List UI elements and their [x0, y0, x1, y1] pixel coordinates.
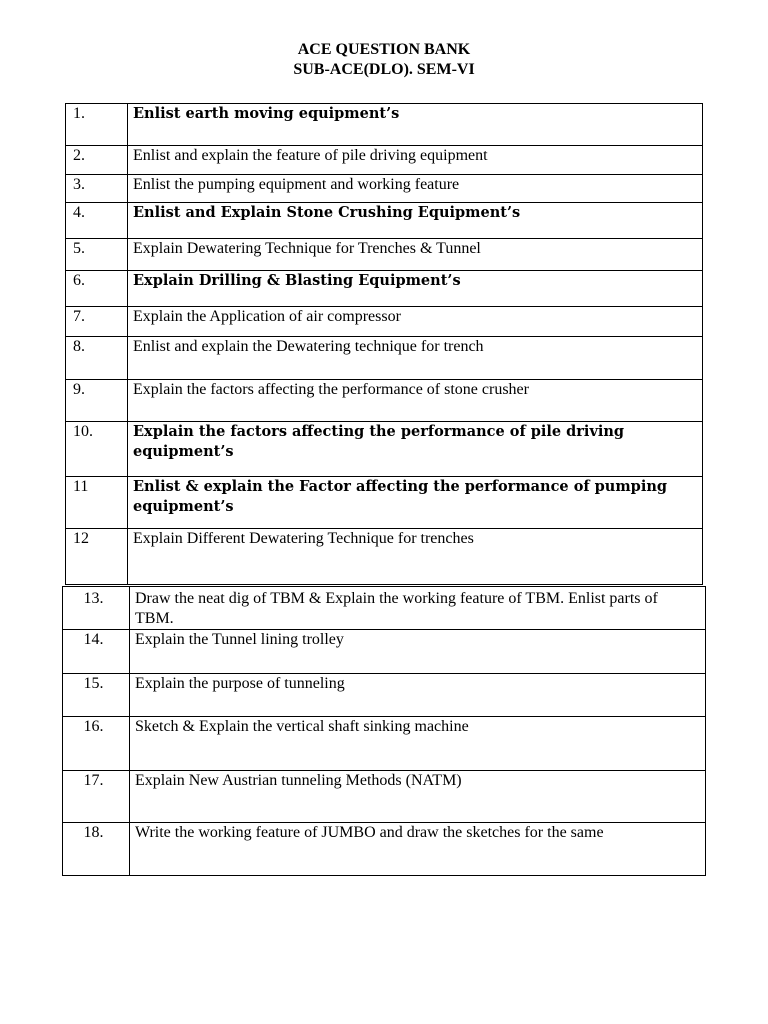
table-row	[63, 674, 706, 717]
question-text: Explain New Austrian tunneling Methods (NATM)	[130, 771, 706, 823]
table-row	[63, 717, 706, 771]
question-text: Explain the factors affecting the performance of stone crusher	[128, 380, 703, 422]
table-row	[66, 380, 703, 422]
question-number: 7.	[66, 307, 128, 337]
table-row	[66, 239, 703, 271]
question-number: 8.	[66, 337, 128, 380]
table-row	[66, 271, 703, 307]
question-text: Enlist and explain the Dewatering technique for trench	[128, 337, 703, 380]
question-number: 5.	[66, 239, 128, 271]
question-number: 17.	[63, 771, 130, 823]
page-subtitle: SUB-ACE(DLO). SEM-VI	[293, 61, 475, 78]
page-title: ACE QUESTION BANK	[297, 41, 471, 58]
question-number: 4.	[66, 203, 128, 239]
question-number: 15.	[63, 674, 130, 717]
question-text: Enlist and explain the feature of pile driving equipment	[128, 146, 703, 175]
question-number: 9.	[66, 380, 128, 422]
question-text: Draw the neat dig of TBM & Explain the working feature of TBM. Enlist parts of TBM.	[130, 587, 706, 630]
table-row	[66, 175, 703, 203]
table-row	[63, 587, 706, 630]
question-number: 14.	[63, 630, 130, 674]
question-text: Enlist & explain the Factor affecting the performance of pumping equipment’s	[128, 477, 703, 529]
question-text: Enlist and Explain Stone Crushing Equipment’s	[128, 203, 703, 239]
question-number: 3.	[66, 175, 128, 203]
question-text: Explain Dewatering Technique for Trenches & Tunnel	[128, 239, 703, 271]
table-row	[66, 337, 703, 380]
question-number: 16.	[63, 717, 130, 771]
question-text: Explain Different Dewatering Technique for trenches	[128, 529, 703, 585]
question-text: Explain Drilling & Blasting Equipment’s	[128, 271, 703, 307]
question-number: 1.	[66, 104, 128, 146]
question-text: Explain the Tunnel lining trolley	[130, 630, 706, 674]
question-number: 6.	[66, 271, 128, 307]
table-row	[66, 307, 703, 337]
table-row	[66, 529, 703, 585]
table-row	[63, 823, 706, 876]
table-row	[66, 203, 703, 239]
question-number: 18.	[63, 823, 130, 876]
question-text: Explain the factors affecting the performance of pile driving equipment’s	[128, 422, 703, 477]
question-text: Enlist the pumping equipment and working feature	[128, 175, 703, 203]
question-number: 2.	[66, 146, 128, 175]
question-table-b	[62, 586, 706, 876]
table-row	[66, 146, 703, 175]
question-text: Explain the Application of air compressor	[128, 307, 703, 337]
question-number: 13.	[63, 587, 130, 630]
table-row	[66, 422, 703, 477]
question-number: 12	[66, 529, 128, 585]
table-row	[63, 630, 706, 674]
question-text: Enlist earth moving equipment’s	[128, 104, 703, 146]
question-text: Explain the purpose of tunneling	[130, 674, 706, 717]
question-table-a	[65, 103, 703, 585]
question-text: Write the working feature of JUMBO and draw the sketches for the same	[130, 823, 706, 876]
question-number: 10.	[66, 422, 128, 477]
question-text: Sketch & Explain the vertical shaft sinking machine	[130, 717, 706, 771]
table-row	[66, 104, 703, 146]
table-row	[63, 771, 706, 823]
table-row	[66, 477, 703, 529]
question-number: 11	[66, 477, 128, 529]
